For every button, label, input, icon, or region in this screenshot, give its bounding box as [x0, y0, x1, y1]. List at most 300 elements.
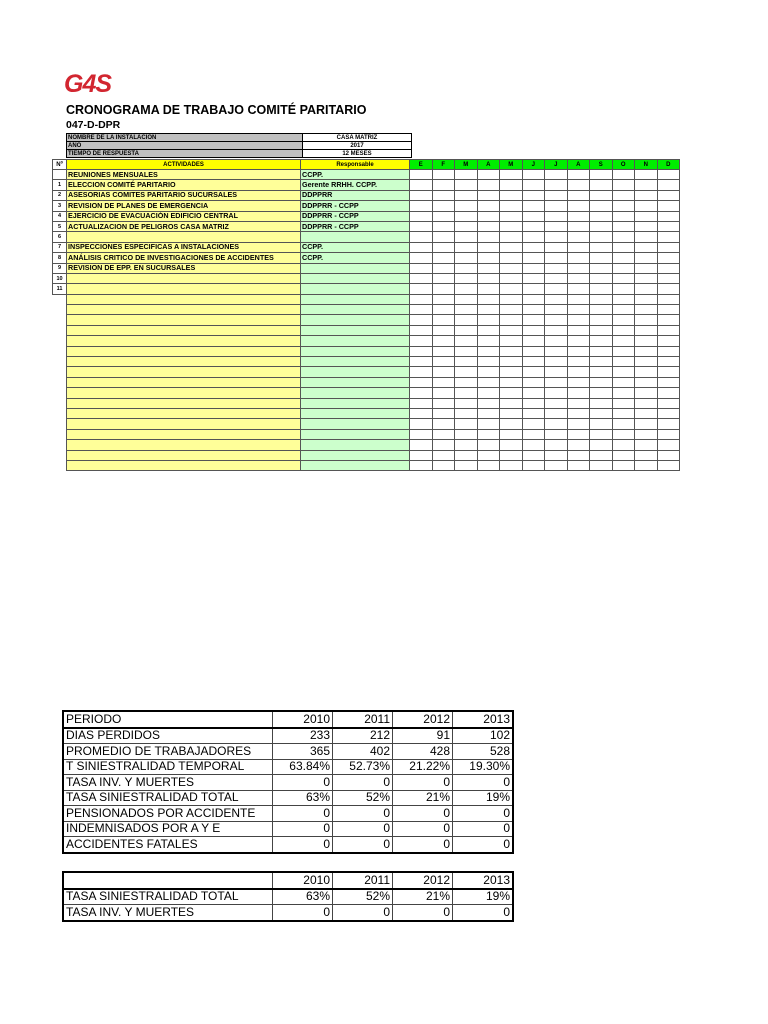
activity-cell: [67, 429, 301, 439]
month-cell: [432, 460, 455, 470]
activity-cell: REVISION DE EPP. EN SUCURSALES: [67, 263, 301, 273]
month-cell: [635, 180, 658, 190]
month-cell: [567, 242, 590, 252]
month-cell: [567, 408, 590, 418]
stat-value: 21%: [393, 790, 453, 806]
month-cell: [657, 221, 680, 231]
month-cell: [635, 460, 658, 470]
month-cell: [432, 346, 455, 356]
page-title: CRONOGRAMA DE TRABAJO COMITÉ PARITARIO: [66, 103, 367, 117]
month-cell: [545, 419, 568, 429]
responsible-cell: [301, 367, 410, 377]
schedule-row: [53, 263, 680, 273]
row-number: 9: [53, 263, 67, 273]
stat-label: ACCIDENTES FATALES: [63, 837, 273, 853]
stat-value: 0: [333, 905, 393, 921]
month-cell: [455, 211, 478, 221]
schedule-row-blank: [53, 305, 680, 315]
activity-cell: [67, 294, 301, 304]
year-header: 2013: [453, 711, 514, 728]
month-cell: [455, 419, 478, 429]
month-cell: [522, 357, 545, 367]
month-header: M: [455, 160, 478, 170]
month-cell: [567, 201, 590, 211]
month-cell: [432, 284, 455, 294]
month-cell: [410, 346, 433, 356]
stat-value: 91: [393, 728, 453, 744]
month-cell: [545, 440, 568, 450]
month-cell: [590, 253, 613, 263]
month-cell: [545, 377, 568, 387]
month-cell: [545, 211, 568, 221]
month-cell: [500, 367, 523, 377]
month-cell: [455, 377, 478, 387]
row-number: [53, 170, 67, 180]
responsible-cell: DDPPRR - CCPP: [301, 211, 410, 221]
month-cell: [657, 263, 680, 273]
month-cell: [635, 377, 658, 387]
schedule-row-blank: [53, 367, 680, 377]
schedule-row: [53, 180, 680, 190]
stat-value: 0: [393, 775, 453, 791]
month-cell: [477, 201, 500, 211]
activity-cell: [67, 346, 301, 356]
month-cell: [657, 284, 680, 294]
month-cell: [455, 325, 478, 335]
month-cell: [635, 294, 658, 304]
month-cell: [545, 346, 568, 356]
responsible-cell: [301, 357, 410, 367]
month-cell: [657, 325, 680, 335]
row-number: 2: [53, 190, 67, 200]
month-cell: [410, 180, 433, 190]
month-cell: [635, 170, 658, 180]
month-cell: [612, 367, 635, 377]
month-cell: [657, 201, 680, 211]
month-cell: [500, 305, 523, 315]
month-cell: [635, 388, 658, 398]
row-number: 8: [53, 253, 67, 263]
month-cell: [432, 253, 455, 263]
row-number: [53, 315, 67, 325]
month-cell: [635, 273, 658, 283]
month-cell: [657, 211, 680, 221]
month-cell: [545, 284, 568, 294]
month-cell: [612, 336, 635, 346]
month-cell: [477, 211, 500, 221]
stats-row: [63, 889, 513, 905]
month-cell: [410, 450, 433, 460]
month-cell: [455, 284, 478, 294]
month-cell: [590, 170, 613, 180]
month-header: A: [477, 160, 500, 170]
month-cell: [455, 336, 478, 346]
month-cell: [657, 315, 680, 325]
stat-label: TASA SINIESTRALIDAD TOTAL: [63, 790, 273, 806]
month-cell: [432, 429, 455, 439]
month-cell: [455, 367, 478, 377]
month-cell: [567, 398, 590, 408]
month-cell: [635, 336, 658, 346]
month-cell: [410, 315, 433, 325]
month-cell: [567, 190, 590, 200]
stat-value: 0: [393, 905, 453, 921]
month-cell: [500, 357, 523, 367]
activity-cell: [67, 388, 301, 398]
activity-cell: [67, 450, 301, 460]
responsible-cell: [301, 346, 410, 356]
month-cell: [522, 253, 545, 263]
month-cell: [522, 367, 545, 377]
month-cell: [612, 429, 635, 439]
month-cell: [612, 221, 635, 231]
month-cell: [432, 408, 455, 418]
g4s-logo-text: G4S: [64, 70, 112, 96]
responsible-cell: [301, 305, 410, 315]
responsible-cell: [301, 388, 410, 398]
month-cell: [455, 232, 478, 242]
stat-value: 0: [333, 806, 393, 822]
month-cell: [522, 273, 545, 283]
month-cell: [410, 336, 433, 346]
month-cell: [590, 305, 613, 315]
activity-cell: ELECCION COMITÉ PARITARIO: [67, 180, 301, 190]
month-cell: [590, 377, 613, 387]
month-cell: [410, 367, 433, 377]
month-cell: [612, 460, 635, 470]
month-cell: [522, 284, 545, 294]
month-cell: [545, 170, 568, 180]
month-cell: [635, 346, 658, 356]
month-cell: [455, 357, 478, 367]
stats-row: [63, 775, 513, 791]
month-cell: [545, 201, 568, 211]
activity-cell: [67, 460, 301, 470]
month-cell: [635, 440, 658, 450]
month-cell: [500, 419, 523, 429]
month-cell: [410, 242, 433, 252]
year-header: 2011: [333, 711, 393, 728]
month-cell: [477, 357, 500, 367]
schedule-row-blank: [53, 388, 680, 398]
schedule-row-blank: [53, 408, 680, 418]
month-cell: [432, 419, 455, 429]
stats-row: [63, 790, 513, 806]
month-cell: [455, 294, 478, 304]
info-label: NOMBRE DE LA INSTALACION: [67, 134, 303, 142]
month-cell: [410, 284, 433, 294]
month-cell: [612, 263, 635, 273]
month-cell: [612, 180, 635, 190]
stat-value: 402: [333, 744, 393, 760]
month-cell: [522, 305, 545, 315]
activity-cell: [67, 357, 301, 367]
month-cell: [612, 357, 635, 367]
month-cell: [432, 388, 455, 398]
responsible-cell: [301, 419, 410, 429]
month-cell: [522, 336, 545, 346]
month-header: J: [522, 160, 545, 170]
stat-value: 428: [393, 744, 453, 760]
month-cell: [500, 377, 523, 387]
month-cell: [477, 398, 500, 408]
month-cell: [410, 253, 433, 263]
month-cell: [590, 398, 613, 408]
schedule-row: [53, 232, 680, 242]
month-cell: [590, 221, 613, 231]
month-cell: [410, 440, 433, 450]
month-cell: [455, 180, 478, 190]
month-cell: [590, 450, 613, 460]
responsible-column-header: Responsable: [301, 160, 410, 170]
month-cell: [635, 357, 658, 367]
month-cell: [500, 180, 523, 190]
month-cell: [635, 263, 658, 273]
responsible-cell: [301, 232, 410, 242]
month-cell: [657, 419, 680, 429]
month-cell: [500, 460, 523, 470]
row-number: [53, 325, 67, 335]
stat-label: PROMEDIO DE TRABAJADORES: [63, 744, 273, 760]
stat-value: 19%: [453, 790, 514, 806]
stat-value: 528: [453, 744, 514, 760]
month-cell: [410, 408, 433, 418]
month-cell: [590, 211, 613, 221]
month-cell: [477, 336, 500, 346]
year-header: 2013: [453, 872, 514, 889]
month-cell: [545, 263, 568, 273]
month-cell: [477, 377, 500, 387]
month-cell: [500, 263, 523, 273]
row-number: [53, 346, 67, 356]
month-cell: [477, 221, 500, 231]
month-cell: [410, 429, 433, 439]
month-cell: [477, 294, 500, 304]
year-header: 2011: [333, 872, 393, 889]
stat-value: 0: [273, 837, 333, 853]
month-cell: [612, 294, 635, 304]
responsible-cell: [301, 408, 410, 418]
month-cell: [657, 460, 680, 470]
row-number: [53, 460, 67, 470]
month-cell: [635, 325, 658, 335]
row-number: 6: [53, 232, 67, 242]
stat-label: TASA INV. Y MUERTES: [63, 775, 273, 791]
month-cell: [635, 232, 658, 242]
month-cell: [635, 242, 658, 252]
g4s-logo: [64, 70, 116, 96]
stats-row: [63, 837, 513, 853]
month-cell: [500, 450, 523, 460]
month-cell: [410, 388, 433, 398]
month-cell: [657, 440, 680, 450]
month-cell: [567, 180, 590, 190]
month-cell: [545, 336, 568, 346]
month-cell: [410, 190, 433, 200]
month-header: N: [635, 160, 658, 170]
month-header: D: [657, 160, 680, 170]
month-cell: [567, 367, 590, 377]
month-cell: [567, 460, 590, 470]
activity-cell: [67, 398, 301, 408]
month-cell: [522, 419, 545, 429]
month-cell: [455, 242, 478, 252]
month-cell: [432, 325, 455, 335]
period-header: [63, 872, 273, 889]
month-cell: [477, 388, 500, 398]
month-cell: [545, 180, 568, 190]
month-cell: [657, 190, 680, 200]
month-cell: [455, 253, 478, 263]
year-header: 2010: [273, 711, 333, 728]
activity-cell: ASESORIAS COMITES PARITARIO SUCURSALES: [67, 190, 301, 200]
month-cell: [612, 253, 635, 263]
stat-value: 0: [453, 775, 514, 791]
month-cell: [590, 263, 613, 273]
month-cell: [657, 367, 680, 377]
month-cell: [657, 180, 680, 190]
month-cell: [590, 440, 613, 450]
stat-value: 0: [393, 821, 453, 837]
row-number: 10: [53, 273, 67, 283]
info-value: CASA MATRIZ: [303, 134, 412, 142]
month-cell: [477, 242, 500, 252]
schedule-row-blank: [53, 377, 680, 387]
row-number: 4: [53, 211, 67, 221]
month-cell: [522, 294, 545, 304]
schedule-row-blank: [53, 398, 680, 408]
month-cell: [410, 377, 433, 387]
responsible-cell: [301, 440, 410, 450]
schedule-row: [53, 284, 680, 294]
month-cell: [455, 440, 478, 450]
month-cell: [567, 170, 590, 180]
month-header: E: [410, 160, 433, 170]
stat-label: INDEMNISADOS POR A Y E: [63, 821, 273, 837]
month-cell: [477, 440, 500, 450]
row-number: [53, 408, 67, 418]
stats-row: [63, 759, 513, 775]
month-cell: [657, 253, 680, 263]
schedule-row-blank: [53, 460, 680, 470]
month-cell: [500, 242, 523, 252]
month-cell: [590, 273, 613, 283]
month-cell: [612, 325, 635, 335]
month-cell: [410, 232, 433, 242]
activity-cell: REVISION DE PLANES DE EMERGENCIA: [67, 201, 301, 211]
stat-label: T SINIESTRALIDAD TEMPORAL: [63, 759, 273, 775]
info-row: [67, 142, 412, 150]
month-cell: [522, 315, 545, 325]
month-cell: [657, 170, 680, 180]
responsible-cell: DDPPRR: [301, 190, 410, 200]
month-cell: [432, 170, 455, 180]
month-cell: [635, 211, 658, 221]
month-cell: [612, 232, 635, 242]
month-cell: [500, 440, 523, 450]
info-value: 12 MESES: [303, 150, 412, 158]
month-cell: [432, 201, 455, 211]
month-cell: [500, 408, 523, 418]
month-cell: [590, 336, 613, 346]
stat-value: 365: [273, 744, 333, 760]
schedule-row-blank: [53, 357, 680, 367]
month-cell: [432, 273, 455, 283]
schedule-row: [53, 211, 680, 221]
stat-value: 0: [333, 821, 393, 837]
month-cell: [410, 419, 433, 429]
month-cell: [522, 377, 545, 387]
month-cell: [612, 408, 635, 418]
month-cell: [410, 263, 433, 273]
month-cell: [432, 367, 455, 377]
month-cell: [567, 273, 590, 283]
info-row: [67, 134, 412, 142]
month-cell: [477, 305, 500, 315]
month-cell: [477, 419, 500, 429]
month-cell: [500, 336, 523, 346]
month-cell: [567, 211, 590, 221]
month-cell: [567, 346, 590, 356]
month-cell: [522, 190, 545, 200]
stat-value: 0: [333, 837, 393, 853]
stat-value: 233: [273, 728, 333, 744]
month-cell: [500, 170, 523, 180]
responsible-cell: CCPP.: [301, 253, 410, 263]
month-cell: [432, 263, 455, 273]
month-cell: [410, 357, 433, 367]
month-cell: [590, 232, 613, 242]
month-cell: [590, 180, 613, 190]
stat-label: PENSIONADOS POR ACCIDENTE: [63, 806, 273, 822]
month-cell: [477, 253, 500, 263]
row-number: [53, 367, 67, 377]
month-cell: [522, 388, 545, 398]
stat-value: 0: [393, 837, 453, 853]
month-cell: [590, 367, 613, 377]
month-cell: [477, 315, 500, 325]
installation-info-table: [66, 133, 412, 158]
month-cell: [635, 419, 658, 429]
month-cell: [545, 315, 568, 325]
month-cell: [635, 201, 658, 211]
row-number: 3: [53, 201, 67, 211]
month-header: J: [545, 160, 568, 170]
responsible-cell: [301, 325, 410, 335]
month-cell: [657, 273, 680, 283]
activity-cell: [67, 408, 301, 418]
month-cell: [432, 221, 455, 231]
period-header: PERIODO: [63, 711, 273, 728]
stat-value: 52%: [333, 889, 393, 905]
stats-row: [63, 806, 513, 822]
activity-cell: EJERCICIO DE EVACUACIÓN EDIFICIO CENTRAL: [67, 211, 301, 221]
month-cell: [477, 460, 500, 470]
month-cell: [522, 346, 545, 356]
month-cell: [432, 440, 455, 450]
activity-cell: [67, 325, 301, 335]
month-cell: [432, 336, 455, 346]
stat-value: 0: [453, 905, 514, 921]
month-cell: [590, 315, 613, 325]
responsible-cell: [301, 460, 410, 470]
stat-value: 19.30%: [453, 759, 514, 775]
month-cell: [657, 305, 680, 315]
month-cell: [522, 180, 545, 190]
row-number: [53, 429, 67, 439]
month-cell: [500, 221, 523, 231]
month-cell: [545, 367, 568, 377]
